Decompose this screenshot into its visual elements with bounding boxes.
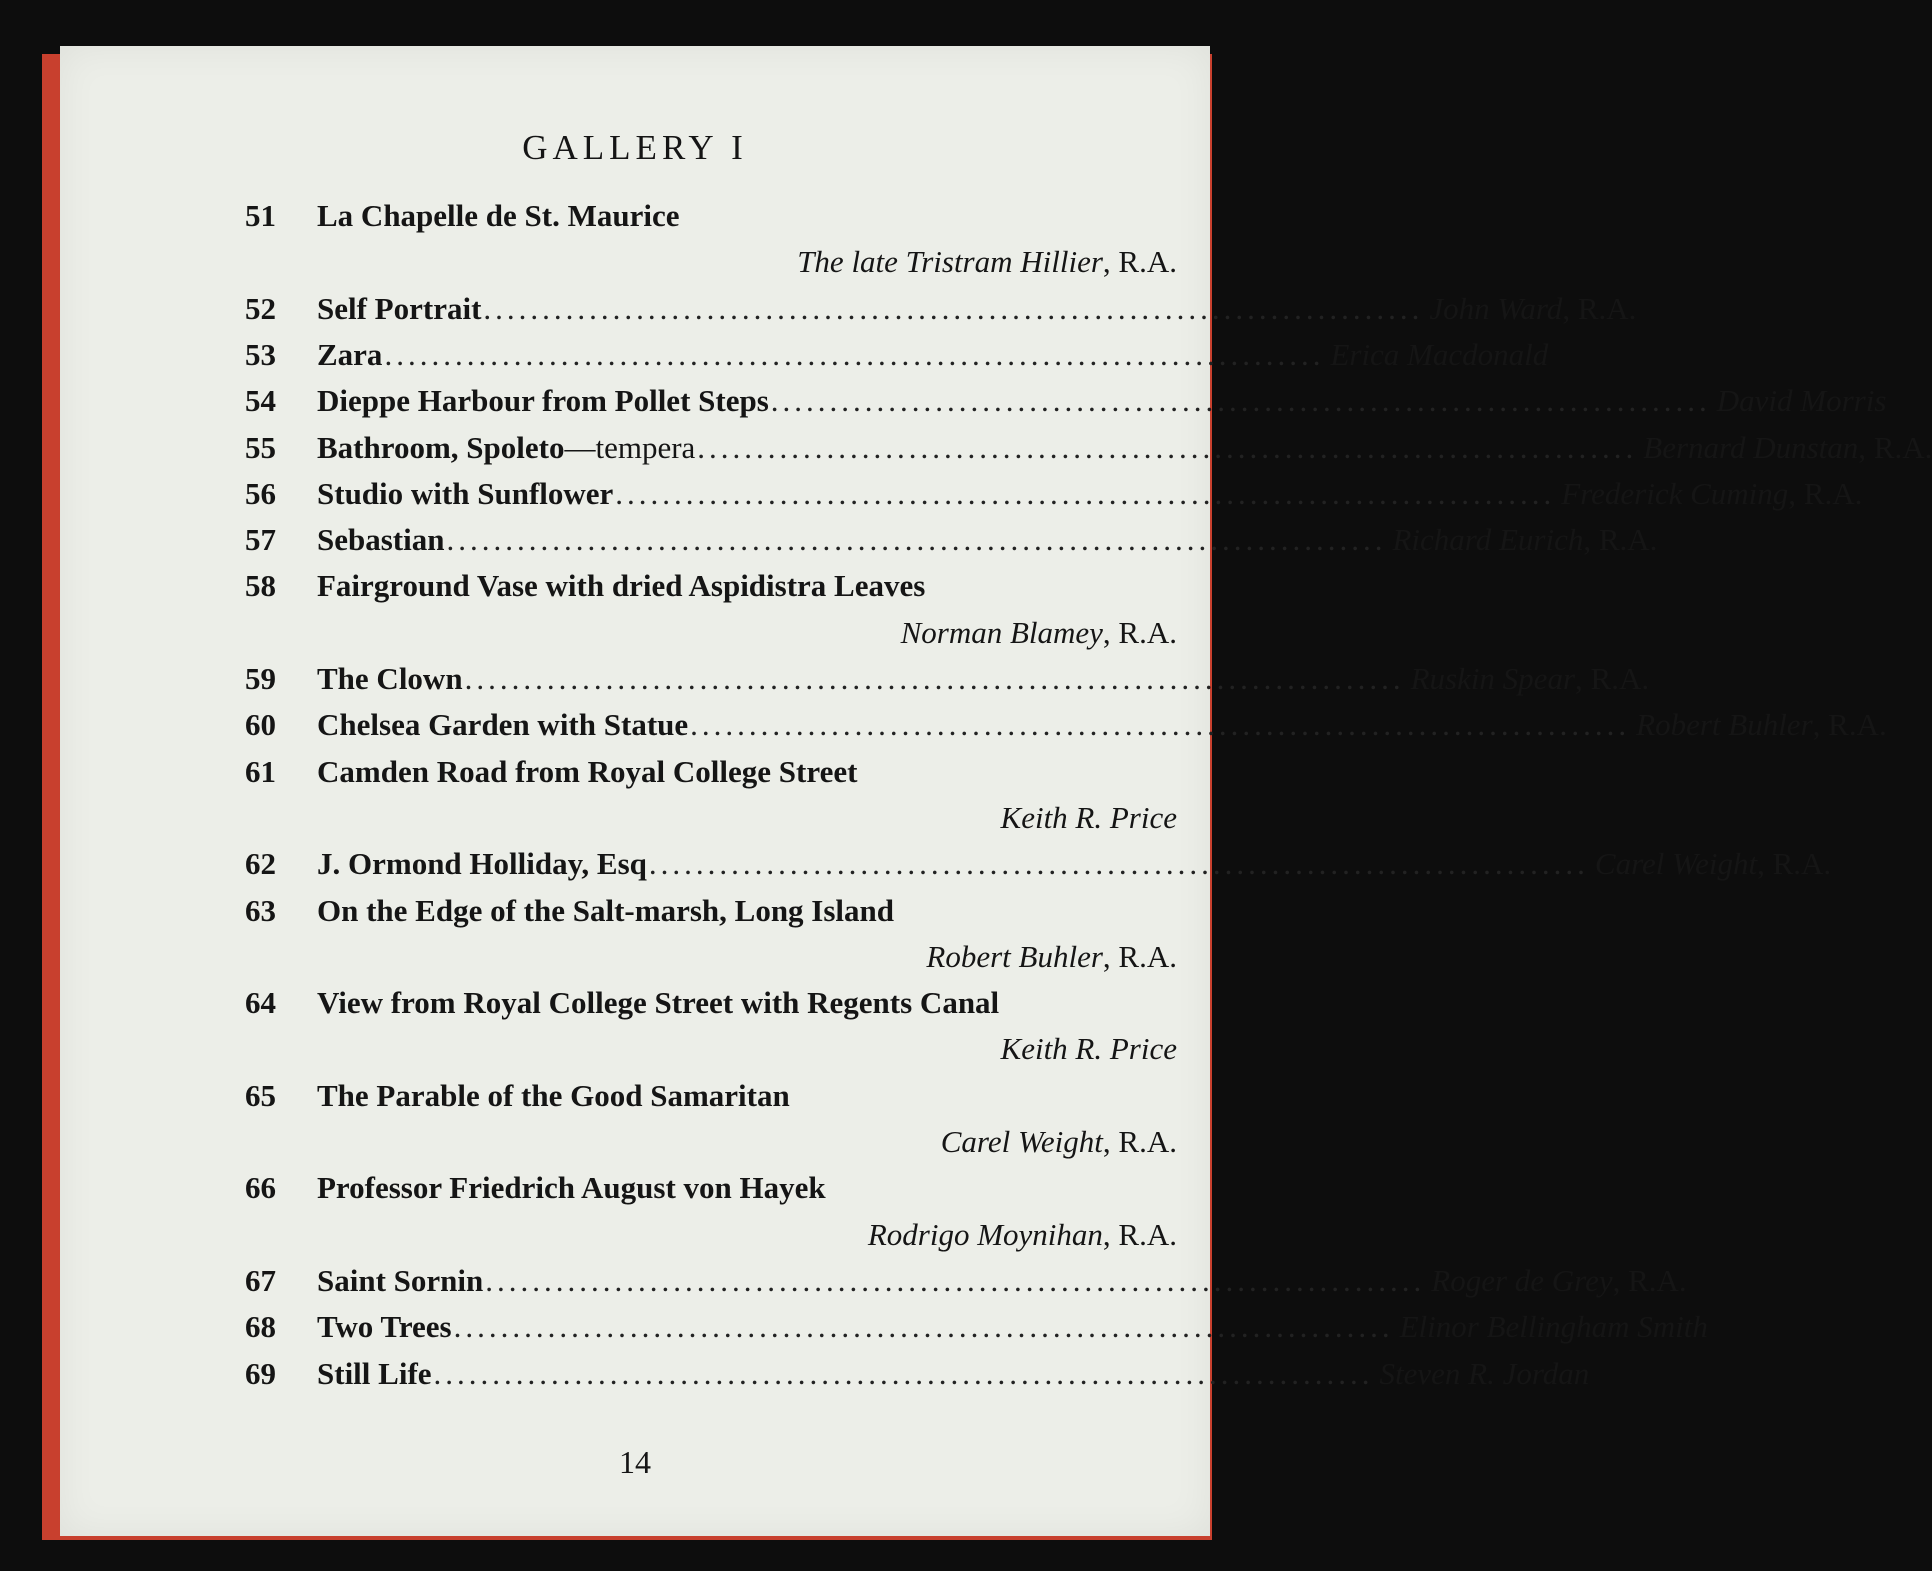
entry-title: Fairground Vase with dried Aspidistra Leaves [317, 568, 926, 604]
entry-number: 52 [245, 290, 276, 326]
catalogue-entry-artist-line [245, 800, 1177, 840]
catalogue-entry [245, 661, 1650, 701]
entry-title: Self Portrait [317, 290, 482, 326]
entry-number: 57 [245, 522, 276, 558]
entry-artist [1643, 430, 1932, 466]
page-number: 14 [619, 1444, 651, 1480]
entry-title: Studio with Sunflower [317, 475, 614, 511]
artist-name: David Morris [1716, 383, 1887, 419]
entry-number: 69 [245, 1355, 276, 1391]
catalogue-entry [245, 1309, 1708, 1349]
artist-name: Steven R. Jordan [1379, 1355, 1590, 1391]
entry-artist [1561, 476, 1862, 512]
entry-number: 65 [245, 1077, 276, 1113]
entry-title: J. Ormond Holliday, Esq [317, 846, 647, 882]
entry-title: Saint Sornin [317, 1262, 484, 1298]
artist-name: Robert Buhler [1636, 707, 1813, 743]
catalogue-entry [245, 383, 1887, 423]
artist-name: Norman Blamey [900, 614, 1103, 650]
artist-name: The late Tristram Hillier [797, 244, 1103, 280]
entry-title: View from Royal College Street with Regents Canal [317, 985, 1000, 1021]
catalogue-entry [245, 1262, 1687, 1303]
artist-name: Ruskin Spear [1410, 661, 1576, 696]
dot-leader: ................................................................................ [483, 290, 1424, 326]
catalogue-entry-artist-line [245, 615, 1177, 655]
dot-leader: ................................................................................ [446, 522, 1387, 558]
dot-leader: ................................................................................ [485, 1262, 1426, 1298]
entry-number: 53 [245, 336, 276, 372]
entry-artist [1595, 846, 1831, 882]
entry-title: Professor Friedrich August von Hayek [317, 1170, 826, 1206]
catalogue-entry [245, 846, 1832, 886]
catalogue-page [60, 46, 1932, 1536]
catalogue-entry [245, 336, 1549, 377]
dot-leader: ................................................................................ [453, 1309, 1394, 1345]
catalogue-entry [245, 568, 1177, 608]
entry-title: Bathroom, Spoleto [317, 429, 565, 465]
entry-artist [1411, 661, 1650, 697]
entry-title: Two Trees [317, 1309, 452, 1345]
artist-honour: , R.A. [1788, 475, 1863, 511]
artist-honour: , R.A. [1102, 1124, 1177, 1159]
dot-leader: ................................................................................ [464, 661, 1405, 696]
entry-number: 67 [245, 1262, 276, 1298]
dot-leader: ................................................................................ [690, 707, 1631, 743]
artist-honour: , R.A. [1757, 846, 1832, 882]
entry-title: Dieppe Harbour from Pollet Steps [317, 383, 769, 419]
catalogue-entry-artist-line [245, 1031, 1177, 1071]
catalogue-entry [245, 198, 1177, 238]
gallery-heading: GALLERY I [522, 128, 748, 167]
catalogue-entry-artist-line [245, 244, 1177, 284]
entry-artist [1001, 1031, 1177, 1067]
entry-number: 54 [245, 383, 276, 419]
entry-artist [1429, 291, 1636, 327]
catalogue-entry [245, 985, 1177, 1025]
entry-title: Chelsea Garden with Statue [317, 707, 689, 743]
entry-artist [926, 939, 1177, 975]
entry-title: Zara [317, 336, 383, 372]
entry-title: Camden Road from Royal College Street [317, 753, 858, 789]
entry-artist [1392, 522, 1657, 558]
entry-number: 56 [245, 475, 276, 511]
entry-title: Sebastian [317, 522, 445, 558]
artist-name: Carel Weight [1594, 846, 1758, 882]
catalogue-entry-artist-line [245, 1217, 1177, 1257]
artist-honour: , R.A. [1102, 614, 1177, 650]
entry-number: 55 [245, 429, 276, 465]
entry-artist [868, 1217, 1177, 1253]
entry-artist [901, 615, 1177, 651]
catalogue-entry [245, 290, 1637, 331]
catalogue-entry [245, 1170, 1177, 1210]
entry-title: The Clown [317, 661, 463, 696]
entry-artist [941, 1124, 1177, 1160]
entry-title: The Parable of the Good Samaritan [317, 1077, 790, 1113]
artist-honour: , R.A. [1575, 661, 1650, 696]
artist-name: Frederick Cuming [1561, 475, 1789, 511]
entry-number: 63 [245, 892, 276, 928]
artist-name: Carel Weight [940, 1124, 1103, 1159]
artist-name: Richard Eurich [1392, 522, 1584, 558]
artist-name: Robert Buhler [926, 938, 1103, 974]
entry-title: La Chapelle de St. Maurice [317, 198, 680, 233]
catalogue-entry [245, 1355, 1590, 1396]
entry-medium-note: —tempera [564, 429, 696, 465]
entry-artist [1001, 800, 1177, 836]
artist-name: John Ward [1429, 290, 1563, 326]
catalogue-entry-artist-line [245, 939, 1177, 979]
catalogue-entry [245, 1078, 1177, 1118]
entry-artist [1400, 1309, 1708, 1345]
artist-name: Rodrigo Moynihan [867, 1216, 1103, 1252]
artist-honour: , R.A. [1612, 1262, 1687, 1298]
artist-honour: , R.A. [1583, 522, 1658, 558]
dot-leader: ................................................................................ [770, 383, 1711, 419]
entry-number: 59 [245, 661, 276, 696]
entry-number: 62 [245, 846, 276, 882]
catalogue-entry-artist-line [245, 1124, 1177, 1164]
dot-leader: ................................................................................ [697, 429, 1638, 465]
catalogue-entry [245, 893, 1177, 933]
artist-name: Elinor Bellingham Smith [1399, 1309, 1708, 1345]
artist-name: Erica Macdonald [1330, 336, 1549, 372]
entry-number: 51 [245, 198, 276, 233]
dot-leader: ................................................................................ [384, 336, 1325, 372]
catalogue-entry [245, 754, 1177, 794]
artist-honour: , R.A. [1812, 707, 1887, 743]
artist-honour: , R.A. [1102, 938, 1177, 974]
entry-title: Still Life [317, 1355, 432, 1391]
artist-honour: , R.A. [1102, 244, 1177, 280]
entry-number: 61 [245, 753, 276, 789]
dot-leader: ................................................................................ [648, 846, 1589, 882]
artist-honour: , R.A. [1858, 429, 1932, 465]
catalogue-entry [245, 429, 1932, 470]
artist-name: Bernard Dunstan [1643, 429, 1859, 465]
entry-number: 60 [245, 707, 276, 743]
entry-artist [797, 244, 1177, 280]
dot-leader: ................................................................................ [615, 475, 1556, 511]
entry-number: 58 [245, 568, 276, 604]
artist-honour: , R.A. [1102, 1216, 1177, 1252]
entry-artist [1330, 337, 1548, 373]
entry-title: On the Edge of the Salt-marsh, Long Island [317, 892, 895, 928]
entry-artist [1636, 707, 1887, 743]
entry-artist [1717, 383, 1887, 419]
entry-artist [1380, 1356, 1590, 1392]
catalogue-entry [245, 707, 1887, 747]
artist-honour: , R.A. [1562, 290, 1637, 326]
catalogue-entry [245, 522, 1658, 562]
catalogue-entry [245, 475, 1863, 516]
artist-name: Roger de Grey [1431, 1262, 1613, 1298]
entry-number: 66 [245, 1170, 276, 1206]
entry-artist [1431, 1263, 1686, 1299]
artist-name: Keith R. Price [1000, 1031, 1177, 1067]
entry-number: 68 [245, 1309, 276, 1345]
dot-leader: ................................................................................ [433, 1355, 1374, 1391]
artist-name: Keith R. Price [1000, 799, 1177, 835]
entry-number: 64 [245, 985, 276, 1021]
